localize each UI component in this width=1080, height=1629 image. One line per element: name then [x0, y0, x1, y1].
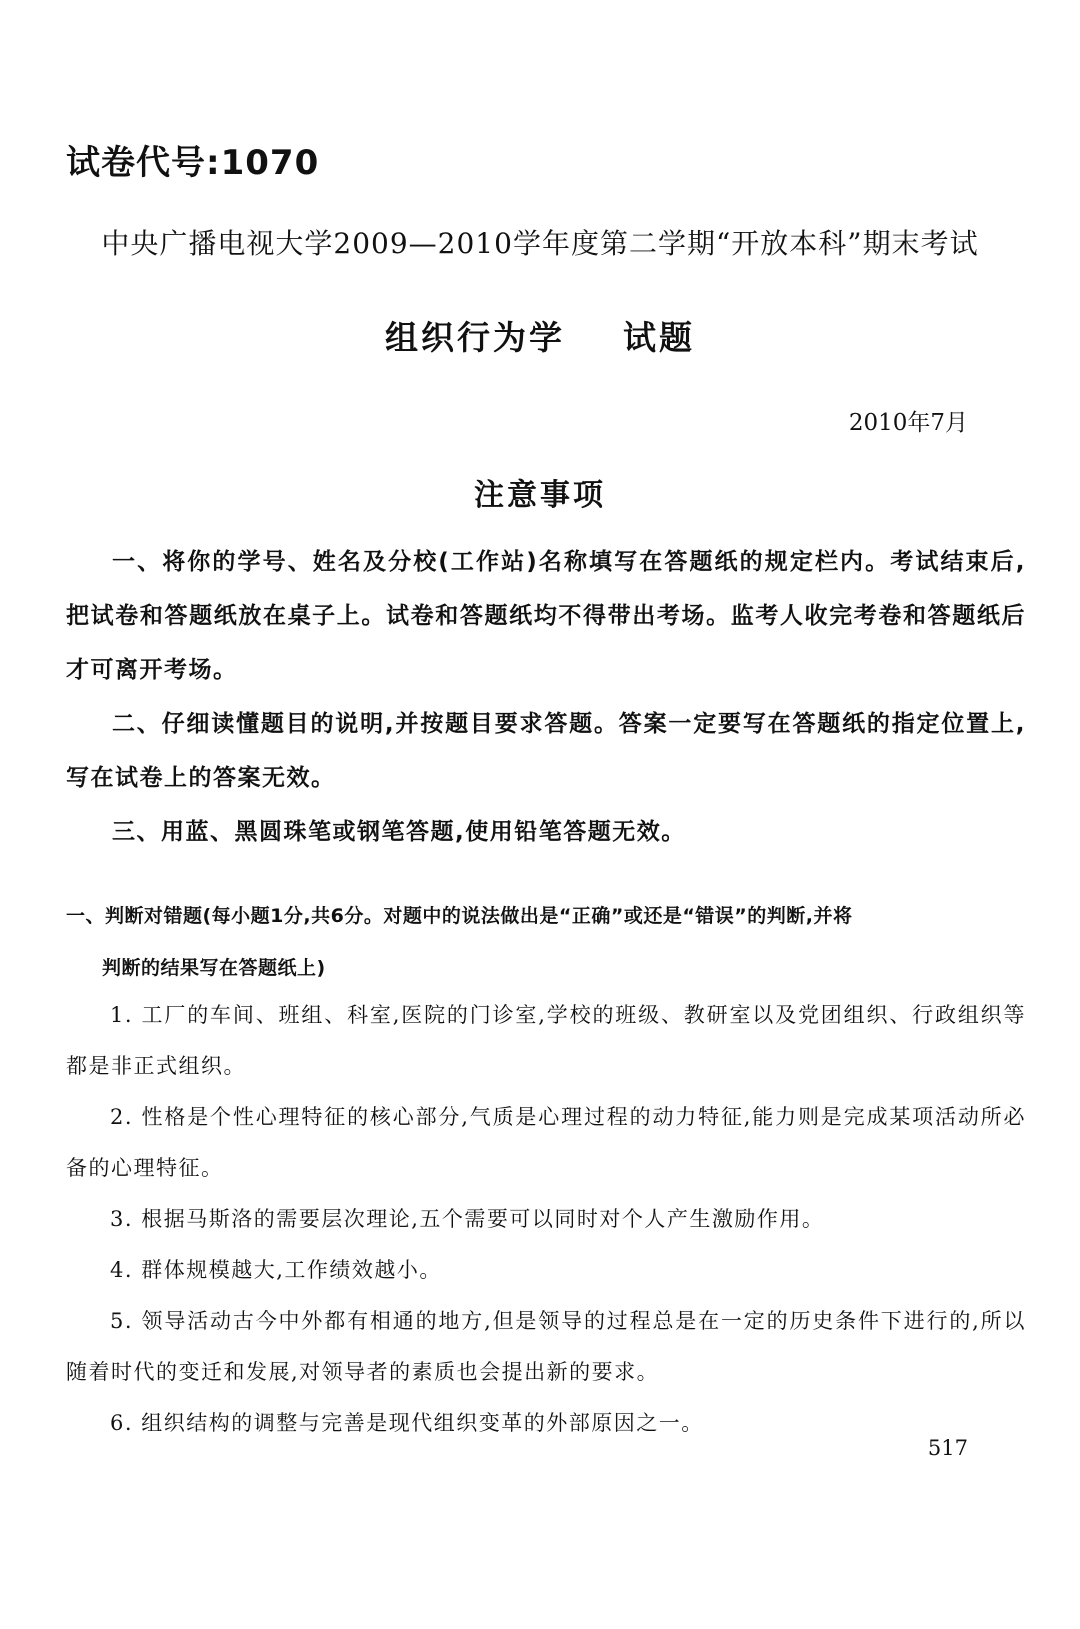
- subject-title: 组织行为学 试题: [385, 318, 695, 357]
- question-item: 6. 组织结构的调整与完善是现代组织变革的外部原因之一。: [110, 1411, 704, 1435]
- exam-title: 中央广播电视大学2009—2010学年度第二学期“开放本科”期末考试: [101, 227, 979, 260]
- paper-code: 试卷代号:1070: [66, 143, 320, 183]
- section-heading-line: 判断的结果写在答题纸上): [102, 957, 326, 979]
- question-item: 1. 工厂的车间、班组、科室,医院的门诊室,学校的班级、教研室以及党团组织、行政组织等都是非正式组织。: [66, 1003, 1026, 1078]
- question-item: 4. 群体规模越大,工作绩效越小。: [110, 1258, 442, 1282]
- page-number: 517: [927, 1436, 968, 1460]
- question-item: 3. 根据马斯洛的需要层次理论,五个需要可以同时对个人产生激励作用。: [110, 1207, 825, 1231]
- section-heading: [66, 890, 1026, 994]
- question-list: [66, 990, 1026, 1449]
- section-heading-line: 一、判断对错题(每小题1分,共6分。对题中的说法做出是“正确”或还是“错误”的判断,并将: [66, 905, 853, 927]
- question-item: 5. 领导活动古今中外都有相通的地方,但是领导的过程总是在一定的历史条件下进行的,所以随着时代的变迁和发展,对领导者的素质也会提出新的要求。: [66, 1309, 1026, 1384]
- question-item: 2. 性格是个性心理特征的核心部分,气质是心理过程的动力特征,能力则是完成某项活动所必备的心理特征。: [66, 1105, 1026, 1180]
- notice-item: 三、用蓝、黑圆珠笔或钢笔答题,使用铅笔答题无效。: [112, 819, 686, 845]
- notice-item: 二、仔细读懂题目的说明,并按题目要求答题。答案一定要写在答题纸的指定位置上,写在试卷上的答案无效。: [66, 711, 1026, 791]
- notice-heading: 注意事项: [474, 478, 606, 513]
- notice-list: [66, 535, 1026, 859]
- notice-item: 一、将你的学号、姓名及分校(工作站)名称填写在答题纸的规定栏内。考试结束后,把试卷和答题纸放在桌子上。试卷和答题纸均不得带出考场。监考人收完考卷和答题纸后才可离开考场。: [66, 549, 1026, 683]
- exam-date: 2010年7月: [848, 410, 968, 436]
